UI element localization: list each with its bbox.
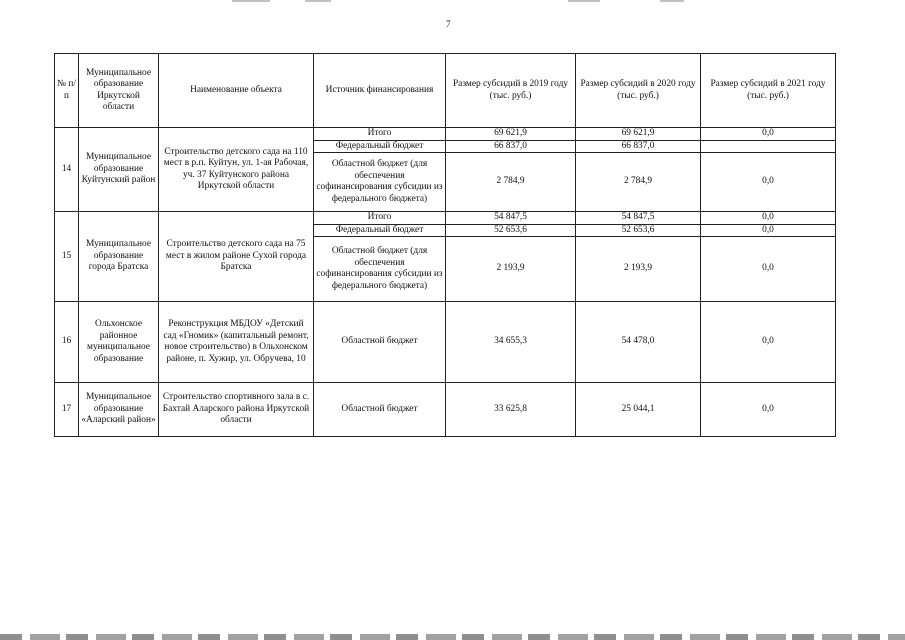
table-header-row — [55, 54, 836, 128]
source-cell: Федеральный бюджет — [314, 224, 446, 237]
scan-artifact — [232, 0, 270, 2]
value-2019: 54 847,5 — [446, 212, 576, 225]
header-2019: Размер субсидий в 2019 году (тыс. руб.) — [446, 54, 576, 128]
page-number: 7 — [446, 19, 451, 29]
source-cell: Федеральный бюджет — [314, 140, 446, 153]
scan-artifact — [0, 634, 905, 640]
header-num: № п/п — [55, 54, 79, 128]
value-2021: 0,0 — [701, 153, 836, 212]
source-cell: Областной бюджет — [314, 302, 446, 383]
header-municipality: Муниципальное образование Иркутской области — [79, 54, 159, 128]
row-number: 17 — [55, 383, 79, 437]
table-row — [55, 302, 836, 383]
value-2019: 2 784,9 — [446, 153, 576, 212]
source-cell: Итого — [314, 212, 446, 225]
value-2019: 69 621,9 — [446, 128, 576, 141]
header-2020: Размер субсидий в 2020 году (тыс. руб.) — [576, 54, 701, 128]
municipality-cell: Муниципальное образование города Братска — [79, 212, 159, 302]
value-2019: 66 837,0 — [446, 140, 576, 153]
source-cell: Областной бюджет — [314, 383, 446, 437]
source-cell: Итого — [314, 128, 446, 141]
municipality-cell: Муниципальное образование Куйтунский район — [79, 128, 159, 212]
scan-artifact — [568, 0, 600, 2]
value-2021: 0,0 — [701, 224, 836, 237]
source-cell: Областной бюджет (для обеспечения софинансирования субсидии из федерального бюджета) — [314, 237, 446, 302]
value-2020: 54 847,5 — [576, 212, 701, 225]
value-2019: 34 655,3 — [446, 302, 576, 383]
value-2021: 0,0 — [701, 212, 836, 225]
value-2020: 52 653,6 — [576, 224, 701, 237]
table-row — [55, 383, 836, 437]
table-row — [55, 212, 836, 225]
object-cell: Строительство спортивного зала в с. Бахтай Аларского района Иркутской области — [159, 383, 314, 437]
value-2021 — [701, 140, 836, 153]
header-2021: Размер субсидий в 2021 году (тыс. руб.) — [701, 54, 836, 128]
table-row — [55, 128, 836, 141]
object-cell: Реконструкция МБДОУ «Детский сад «Гномик» (капитальный ремонт, новое строительство) в Ольхонском районе, п. Хужир, ул. Обручева, 10 — [159, 302, 314, 383]
value-2021: 0,0 — [701, 383, 836, 437]
value-2020: 69 621,9 — [576, 128, 701, 141]
value-2020: 25 044,1 — [576, 383, 701, 437]
value-2019: 33 625,8 — [446, 383, 576, 437]
scan-artifact — [305, 0, 331, 2]
object-cell: Строительство детского сада на 75 мест в жилом районе Сухой города Братска — [159, 212, 314, 302]
value-2021: 0,0 — [701, 128, 836, 141]
header-source: Источник финансирования — [314, 54, 446, 128]
header-object: Наименование объекта — [159, 54, 314, 128]
row-number: 16 — [55, 302, 79, 383]
row-number: 14 — [55, 128, 79, 212]
value-2020: 2 784,9 — [576, 153, 701, 212]
value-2020: 54 478,0 — [576, 302, 701, 383]
source-cell: Областной бюджет (для обеспечения софинансирования субсидии из федерального бюджета) — [314, 153, 446, 212]
municipality-cell: Муниципальное образование «Аларский район» — [79, 383, 159, 437]
value-2021: 0,0 — [701, 237, 836, 302]
row-number: 15 — [55, 212, 79, 302]
object-cell: Строительство детского сада на 110 мест в р.п. Куйтун, ул. 1-ая Рабочая, уч. 37 Куйтунского района Иркутской области — [159, 128, 314, 212]
municipality-cell: Ольхонское районное муниципальное образование — [79, 302, 159, 383]
subsidies-table — [54, 53, 836, 437]
scan-artifact — [660, 0, 684, 2]
value-2020: 66 837,0 — [576, 140, 701, 153]
value-2019: 2 193,9 — [446, 237, 576, 302]
value-2021: 0,0 — [701, 302, 836, 383]
value-2019: 52 653,6 — [446, 224, 576, 237]
value-2020: 2 193,9 — [576, 237, 701, 302]
